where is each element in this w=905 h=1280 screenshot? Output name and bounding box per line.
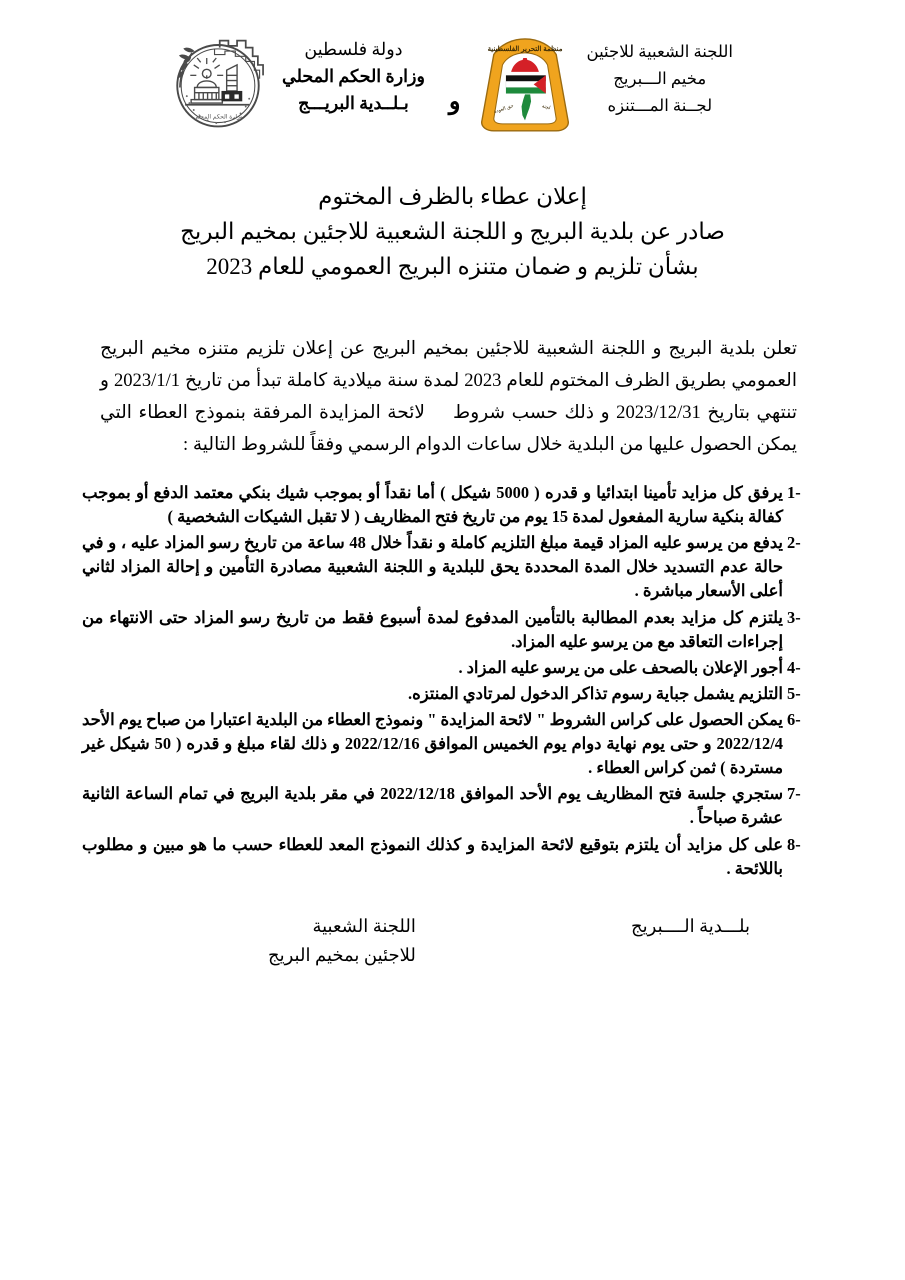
left-organization-lines: [577, 28, 744, 120]
right-organization-lines: [270, 28, 437, 117]
signature-committee-line-2: للاجئين بمخيم البريج: [268, 944, 416, 965]
condition-number: 2-: [787, 533, 801, 553]
condition-text: يلتزم كل مزايد بعدم المطالبة بالتأمين المدفوع لمدة أسبوع فقط من تاريخ رسو المزاد حتى الانتهاء من إجراءات التعاقد مع من يرسو عليه المزاد.: [82, 607, 783, 651]
left-org-line-3: لجــنة المـــتنزه: [607, 96, 713, 116]
left-org-line-2: مخيم الـــبريج: [613, 69, 707, 89]
svg-text:وزارة الحكم المحلي: وزارة الحكم المحلي: [193, 114, 243, 121]
signature-committee-line-1: اللجنة الشعبية: [312, 916, 416, 936]
intro-part-1: تعلن بلدية البريج و اللجنة الشعبية للاجئين بمخيم البريج عن إعلان تلزيم متنزه مخيم البريج العمومي بطريق الظرف المختوم للعام 2023 لمدة سنة ميلادية كاملة تبدأ من تاريخ 2023/1/1 و تنتهي بتاريخ 2023/12/31 و ذلك حسب شروط: [100, 338, 798, 423]
condition-item: [82, 708, 813, 780]
header-right-organization: [166, 28, 437, 136]
conditions-list: [82, 481, 813, 883]
condition-number: 7-: [787, 784, 801, 804]
document-header: [0, 28, 905, 153]
right-org-line-3: بـلــدية البريـــج: [298, 93, 409, 114]
condition-item: [82, 481, 813, 529]
svg-text:لجنة: لجنة: [540, 104, 551, 112]
condition-number: 6-: [787, 709, 801, 729]
condition-text: ستجري جلسة فتح المظاريف يوم الأحد الموافق 2022/12/18 في مقر بلدية البريج في تمام الساعة الثانية عشرة صباحاً .: [82, 784, 783, 828]
condition-text: يمكن الحصول على كراس الشروط " لائحة المزايدة " ونموذج العطاء من البلدية اعتبارا من صباح يوم الأحد 2022/12/4 و حتى يوم نهاية دوام يوم الخميس الموافق 2022/12/16 و ذلك لقاء مبلغ و قدره ( 50 شيكل غير مستردة ) ثمن كراس العطاء .: [82, 709, 783, 778]
condition-item: [82, 531, 813, 603]
plo-emblem-icon: [473, 32, 577, 136]
condition-number: 8-: [787, 834, 801, 854]
condition-text: على كل مزايد أن يلتزم بتوقيع لائحة المزايدة و كذلك النموذج المعد للعطاء حسب ما هو مبين و مطلوب باللائحة .: [82, 834, 783, 878]
intro-paragraph: [100, 333, 797, 461]
condition-text: التلزيم يشمل جباية رسوم تذاكر الدخول لمرتادي المنتزه.: [408, 683, 783, 703]
condition-item: [82, 606, 813, 654]
header-conjunction: و: [448, 89, 461, 115]
condition-item: [82, 656, 813, 680]
intro-part-2: لائحة المزايدة المرفقة بنموذج العطاء التي يمكن الحصول عليها من البلدية خلال ساعات الدوام الرسمي وفقاً للشروط التالية :: [100, 401, 797, 455]
signature-block: [0, 912, 905, 992]
signature-municipality: بلـــدية الــــبريج: [631, 916, 750, 936]
left-org-line-1: اللجنة الشعبية للاجئين: [586, 42, 734, 61]
header-left-organization: [473, 28, 744, 136]
right-org-line-2: وزارة الحكم المحلي: [281, 66, 425, 87]
condition-text: يرفق كل مزايد تأمينا ابتدائيا و قدره ( 5000 شيكل ) أما نقداً أو بموجب شيك بنكي معتمد الدفع أو بموجب كفالة بنكية سارية المفعول لمدة 15 يوم من تاريخ فتح المظاريف ( لا تقبل الشيكات الشخصية ): [82, 483, 783, 527]
title-line-2: صادر عن بلدية البريج و اللجنة الشعبية للاجئين بمخيم البريج: [180, 218, 725, 244]
right-org-line-1: دولة فلسطين: [304, 39, 403, 59]
title-line-3: بشأن تلزيم و ضمان متنزه البريج العمومي للعام 2023: [206, 253, 699, 279]
condition-text: يدفع من يرسو عليه المزاد قيمة مبلغ التلزيم كاملة و نقداً خلال 48 ساعة من تاريخ رسو المزاد عليه ، و في حالة عدم التسديد خلال المدة المحددة يحق للبلدية و اللجنة الشعبية مصادرة التأمين و إحالة المزاد لثاني أعلى الأسعار مباشرة .: [82, 533, 783, 601]
condition-number: 3-: [787, 607, 801, 627]
condition-number: 4-: [787, 657, 801, 677]
condition-text: أجور الإعلان بالصحف على من يرسو عليه المزاد .: [458, 657, 783, 677]
signature-popular-committee: [268, 912, 416, 970]
svg-text:منظمة التحرير الفلسطينية: منظمة التحرير الفلسطينية: [487, 46, 562, 54]
title-line-1: إعلان عطاء بالظرف المختوم: [318, 184, 587, 209]
ministry-seal-icon: [166, 32, 270, 136]
svg-text:حق العودة: حق العودة: [493, 104, 515, 116]
condition-item: [82, 682, 813, 706]
condition-number: 5-: [787, 683, 801, 703]
condition-item: [82, 782, 813, 830]
document-title: [0, 180, 905, 285]
condition-item: [82, 833, 813, 881]
condition-number: 1-: [787, 483, 801, 502]
